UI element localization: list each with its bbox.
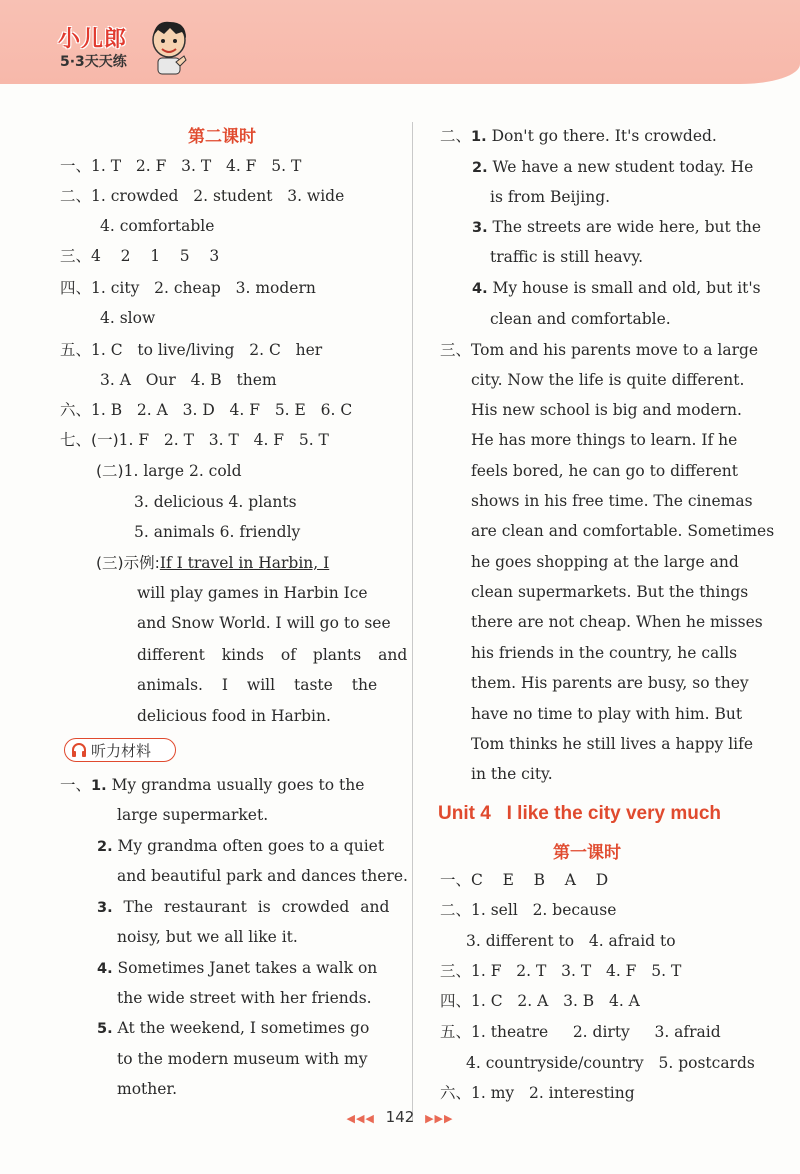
- right-row: [490, 309, 671, 329]
- answer-item: 1. large 2. cold: [123, 462, 242, 480]
- answer-item: 4. afraid to: [588, 932, 676, 950]
- passage-line: [471, 461, 738, 481]
- answer-item: B: [533, 871, 546, 889]
- sentence: the wide street with her friends.: [117, 989, 372, 1007]
- answer-item: 2. T: [163, 431, 194, 449]
- item-number: 1.: [91, 778, 107, 794]
- answer-row-u4: [440, 991, 640, 1011]
- passage-line: [471, 704, 742, 724]
- section-label: 六、: [60, 401, 92, 419]
- answer-item: 3. different to: [466, 932, 575, 950]
- answer-item: 2. cheap: [154, 279, 221, 297]
- passage-line: [471, 673, 749, 693]
- answer-row-u5: [440, 1022, 721, 1042]
- passage-line: [471, 612, 763, 632]
- answer-item: 5. postcards: [658, 1054, 755, 1072]
- brand-logo: [58, 22, 158, 68]
- right-row: [490, 247, 643, 267]
- page-footer: [0, 1108, 800, 1126]
- answer-item: 4. slow: [100, 309, 156, 327]
- column-divider: [412, 122, 413, 1122]
- answer-item: 3. delicious 4. plants: [134, 493, 297, 511]
- passage-line: [471, 734, 753, 754]
- right-row: [472, 217, 761, 238]
- sample-line: [137, 645, 408, 665]
- section-label: 一、: [440, 871, 472, 889]
- answer-item: 2. A: [136, 401, 168, 419]
- sentence: to the modern museum with my: [117, 1050, 368, 1068]
- passage-line: [471, 430, 737, 450]
- answer-item: 3: [209, 247, 220, 265]
- answer-item: 2. A: [517, 992, 549, 1010]
- answer-item: 4: [91, 247, 101, 265]
- section-label: 二、: [60, 187, 92, 205]
- answer-item: 2. dirty: [572, 1023, 630, 1041]
- sentence: Sometimes Janet takes a walk on: [117, 959, 378, 977]
- passage-line: [471, 521, 774, 541]
- sentence: feels bored, he can go to different: [471, 462, 738, 480]
- listening-row: [97, 897, 389, 918]
- page-number: 142: [385, 1108, 415, 1126]
- listening-row: [97, 1018, 369, 1039]
- answer-item: 4. B: [190, 371, 222, 389]
- answer-item: 2. T: [516, 962, 547, 980]
- answer-item: 4. F: [225, 157, 257, 175]
- lesson-title-right: 第一课时: [553, 843, 621, 863]
- section-label: 二、: [440, 127, 472, 145]
- answer-item: 1. my: [471, 1084, 515, 1102]
- answer-row-u1: [440, 870, 608, 890]
- listening-row: [117, 927, 298, 947]
- right-arrows-icon: ▶▶▶: [425, 1112, 454, 1125]
- answer-row-5b: [100, 370, 277, 390]
- answer-item: 1. crowded: [91, 187, 179, 205]
- sentence: is from Beijing.: [490, 188, 611, 206]
- item-number: 4.: [472, 281, 488, 297]
- sample-line: [137, 675, 385, 695]
- answer-item: 6. C: [320, 401, 353, 419]
- answer-row-6: [60, 400, 352, 420]
- section-label: 四、: [60, 279, 92, 297]
- item-number: 2.: [97, 839, 113, 855]
- sentence: His new school is big and modern.: [471, 401, 742, 419]
- answer-item: 1. C: [91, 341, 123, 359]
- answer-row-5: [60, 340, 322, 360]
- lesson-title-left: 第二课时: [188, 127, 256, 147]
- sentence: My grandma often goes to a quiet: [117, 837, 385, 855]
- answer-row-7b: [96, 461, 242, 481]
- answer-item: 4. countryside/country: [466, 1054, 644, 1072]
- sentence: shows in his free time. The cinemas: [471, 492, 753, 510]
- sentence: My grandma usually goes to the: [111, 776, 365, 794]
- answer-item: D: [595, 871, 609, 889]
- sentence: My house is small and old, but it's: [492, 279, 761, 297]
- listening-row: [117, 1049, 367, 1069]
- left-arrows-icon: ◀◀◀: [346, 1112, 375, 1125]
- sentence: He has more things to learn. If he: [471, 431, 738, 449]
- item-number: 1.: [471, 129, 487, 145]
- listening-row: [117, 866, 408, 886]
- answer-item: 4. F: [229, 401, 261, 419]
- answer-item: 1. sell: [471, 901, 518, 919]
- section-label: 三、: [60, 247, 92, 265]
- right-row: [440, 126, 717, 147]
- sentence: clean supermarkets. But the things: [471, 583, 749, 601]
- sentence: there are not cheap. When he misses: [471, 613, 763, 631]
- answer-row-7: [60, 430, 329, 450]
- answer-row-u3: [440, 961, 681, 981]
- item-number: 3.: [97, 900, 113, 916]
- section-label: 一、: [60, 776, 92, 794]
- right-row: [472, 278, 761, 299]
- answer-item: 3. afraid: [654, 1023, 721, 1041]
- listening-row: [97, 836, 384, 857]
- item-number: 3.: [472, 220, 488, 236]
- listening-row: [60, 775, 364, 796]
- passage-line: [471, 582, 748, 602]
- answer-item: 3. D: [182, 401, 215, 419]
- answer-item: 4. F: [605, 962, 637, 980]
- part-label: (三)示例:: [96, 554, 160, 572]
- listening-row: [117, 1079, 177, 1099]
- answer-row-7d: [134, 522, 300, 542]
- headphones-icon: [71, 742, 87, 758]
- listening-title: 听力材料: [91, 741, 152, 760]
- answer-item: 1. city: [91, 279, 140, 297]
- answer-item: 1. T: [91, 157, 122, 175]
- sentence: Tom thinks he still lives a happy life: [471, 735, 754, 753]
- mascot-boy-icon: [146, 18, 192, 76]
- passage-line: [471, 764, 553, 784]
- answer-item: 2. C: [249, 341, 281, 359]
- passage-line: [471, 400, 742, 420]
- sentence: traffic is still heavy.: [490, 248, 644, 266]
- sentence: in the city.: [471, 765, 553, 783]
- answer-item: 2. student: [193, 187, 273, 205]
- answer-item: 1. theatre: [471, 1023, 549, 1041]
- answer-item: C: [471, 871, 483, 889]
- passage-line: [471, 370, 744, 390]
- answer-item: 5. animals 6. friendly: [134, 523, 301, 541]
- sample-text: delicious food in Harbin.: [137, 707, 331, 725]
- right-row: [490, 187, 610, 207]
- answer-row-u2: [440, 900, 616, 920]
- sentence: Don't go there. It's crowded.: [491, 127, 717, 145]
- section-label: 二、: [440, 901, 472, 919]
- sentence: We have a new student today. He: [492, 158, 754, 176]
- sentence: them. His parents are busy, so they: [471, 674, 749, 692]
- sentence: clean and comfortable.: [490, 310, 671, 328]
- answer-item: A: [564, 871, 576, 889]
- sentence: have no time to play with him. But: [471, 705, 743, 723]
- part-label: (一): [91, 431, 119, 449]
- answer-row-2: [60, 186, 344, 206]
- section-label: 五、: [60, 341, 92, 359]
- answer-row-u2b: [466, 931, 676, 951]
- answer-item: 1. C: [471, 992, 503, 1010]
- sentence: mother.: [117, 1080, 178, 1098]
- answer-item: E: [502, 871, 514, 889]
- answer-item: 4. comfortable: [100, 217, 215, 235]
- part-label: (二): [96, 462, 124, 480]
- answer-item: 1. F: [471, 962, 502, 980]
- sentence: The restaurant is crowded and: [123, 898, 390, 916]
- answer-item: 2: [120, 247, 131, 265]
- answer-item: 3. modern: [235, 279, 316, 297]
- section-label: 四、: [440, 992, 472, 1010]
- sentence: Tom and his parents move to a large: [471, 341, 759, 359]
- answer-row-2b: [100, 216, 214, 236]
- answer-row-u5b: [466, 1053, 755, 1073]
- sentence: city. Now the life is quite different.: [471, 371, 745, 389]
- answer-item: her: [295, 341, 323, 359]
- sample-line: [137, 583, 385, 603]
- answer-item: 2. interesting: [528, 1084, 635, 1102]
- answer-item: 5: [179, 247, 190, 265]
- series-name: 5·3天天练: [60, 54, 127, 70]
- listening-row: [117, 988, 372, 1008]
- answer-item: 3. T: [208, 431, 239, 449]
- answer-item: 5. E: [274, 401, 306, 419]
- answer-item: 2. F: [135, 157, 167, 175]
- item-number: 2.: [472, 160, 488, 176]
- answer-item: 1. F: [118, 431, 150, 449]
- passage-line: [471, 643, 737, 663]
- right-row: [440, 340, 758, 360]
- section-label: 五、: [440, 1023, 472, 1041]
- sample-line: [137, 706, 385, 726]
- answer-row-3: [60, 246, 219, 266]
- answer-item: to live/living: [137, 341, 235, 359]
- answer-item: 3. T: [181, 157, 212, 175]
- answer-item: 2. because: [532, 901, 617, 919]
- answer-item: 5. T: [298, 431, 329, 449]
- listening-row: [97, 958, 377, 979]
- sentence: The streets are wide here, but the: [492, 218, 762, 236]
- answer-row-7e: [96, 553, 329, 573]
- answer-item: 5. T: [271, 157, 302, 175]
- sentence: and beautiful park and dances there.: [117, 867, 408, 885]
- sample-text: different kinds of plants and: [137, 646, 408, 664]
- sample-sentence: If I travel in Harbin, I: [159, 554, 330, 572]
- answer-row-u6: [440, 1083, 635, 1103]
- section-label: 一、: [60, 157, 92, 175]
- answer-item: 3. B: [563, 992, 595, 1010]
- sentence: his friends in the country, he calls: [471, 644, 738, 662]
- listening-material-tag: [64, 738, 176, 762]
- answer-item: them: [236, 371, 277, 389]
- unit-title: Unit 4 I like the city very much: [438, 803, 721, 824]
- answer-item: 4. F: [253, 431, 285, 449]
- answer-row-7c: [134, 492, 297, 512]
- answer-item: 1. B: [91, 401, 123, 419]
- answer-row-1: [60, 156, 301, 176]
- sentence: noisy, but we all like it.: [117, 928, 298, 946]
- section-label: 三、: [440, 341, 472, 359]
- sample-text: will play games in Harbin Ice: [137, 584, 368, 602]
- brand-name: 小儿郎: [58, 27, 128, 52]
- answer-item: 3. A: [100, 371, 131, 389]
- item-number: 4.: [97, 961, 113, 977]
- sentence: he goes shopping at the large and: [471, 553, 739, 571]
- sample-line: [137, 613, 391, 633]
- passage-line: [471, 552, 739, 572]
- section-label: 七、: [60, 431, 92, 449]
- page-header: [0, 0, 800, 84]
- sentence: are clean and comfortable. Sometimes: [471, 522, 775, 540]
- passage-line: [471, 491, 753, 511]
- sentence: At the weekend, I sometimes go: [117, 1019, 370, 1037]
- answer-item: 1: [150, 247, 161, 265]
- listening-row: [117, 805, 268, 825]
- right-row: [472, 157, 753, 178]
- answer-item: 3. wide: [287, 187, 345, 205]
- section-label: 三、: [440, 962, 472, 980]
- answer-item: 4. A: [608, 992, 640, 1010]
- sample-text: animals. I will taste the: [137, 676, 378, 694]
- answer-row-4: [60, 278, 316, 298]
- sentence: large supermarket.: [117, 806, 269, 824]
- answer-row-4b: [100, 308, 155, 328]
- answer-item: 5. T: [651, 962, 682, 980]
- answer-item: Our: [145, 371, 176, 389]
- section-label: 六、: [440, 1084, 472, 1102]
- answer-item: 3. T: [561, 962, 592, 980]
- sample-text: and Snow World. I will go to see: [137, 614, 391, 632]
- item-number: 5.: [97, 1021, 113, 1037]
